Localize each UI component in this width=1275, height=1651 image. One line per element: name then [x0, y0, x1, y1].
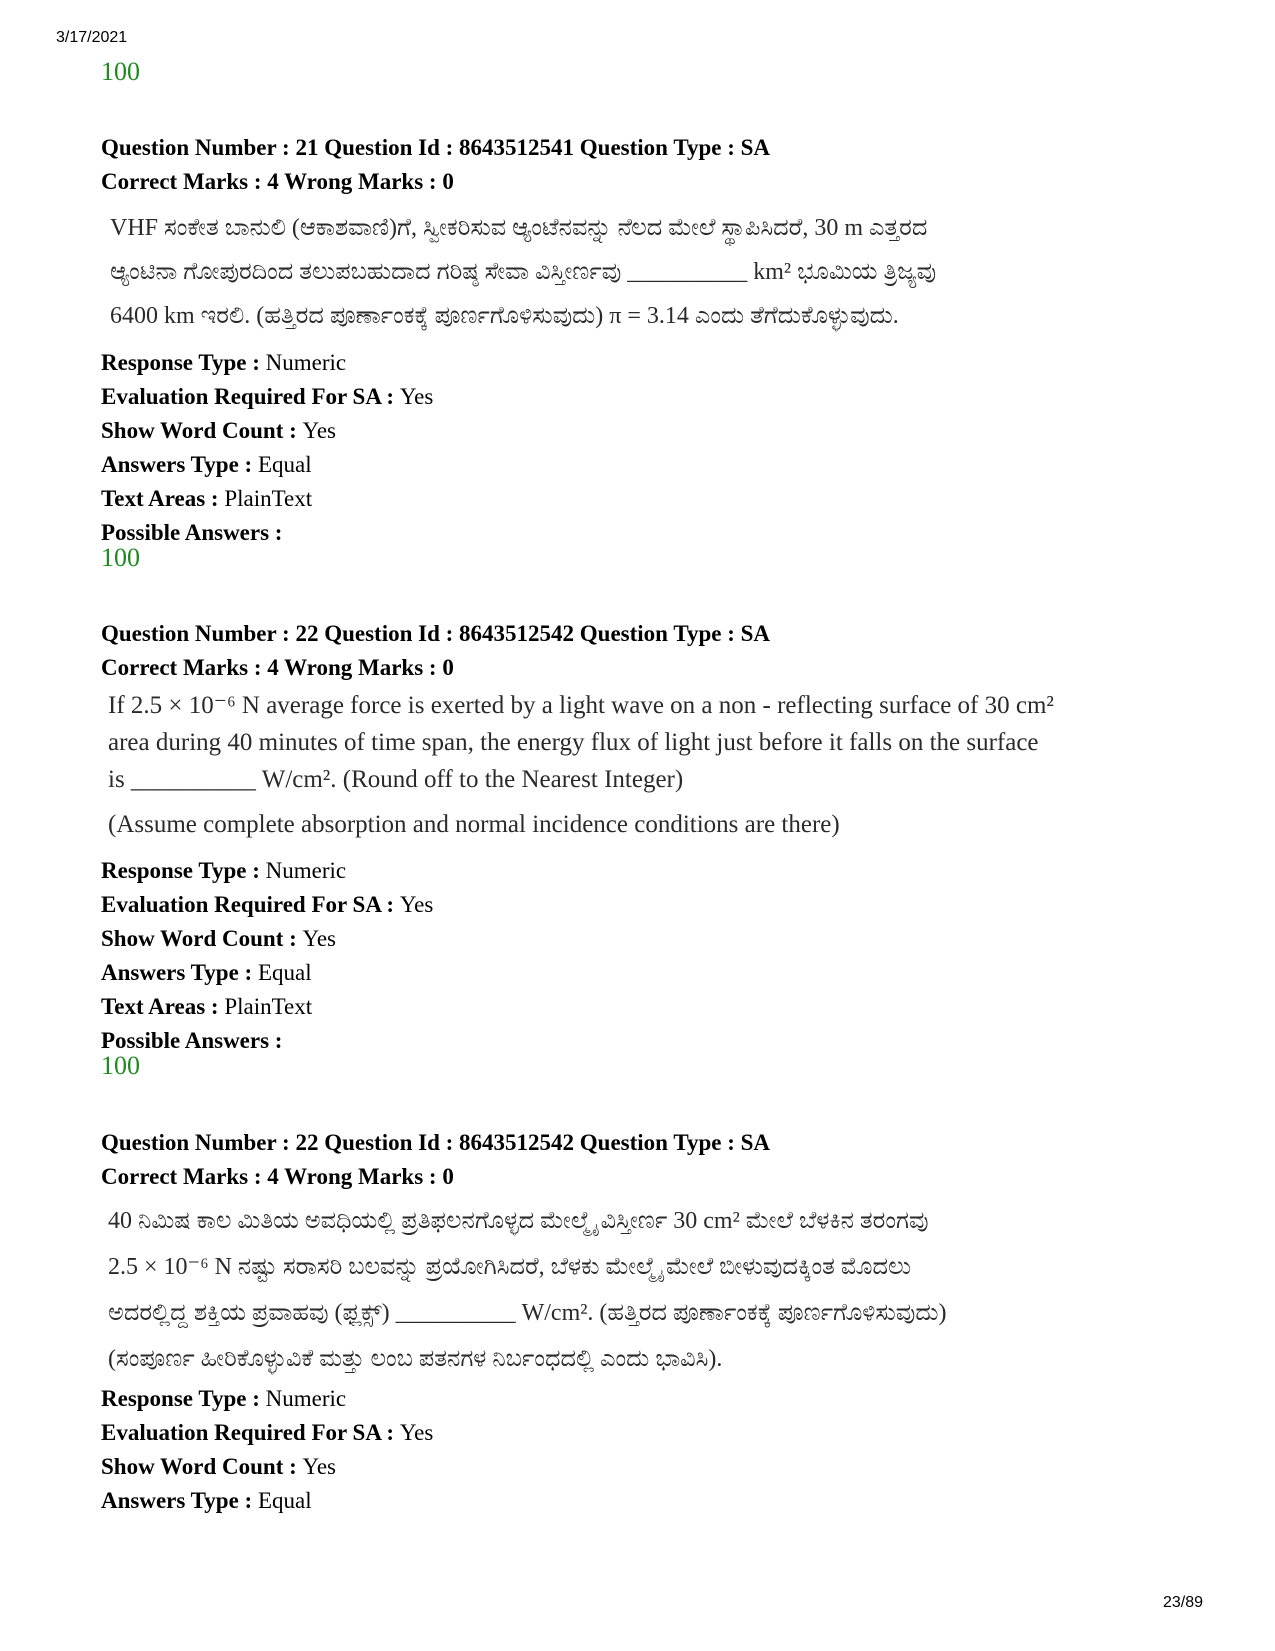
question-header [101, 131, 1221, 199]
show-word-count: Show Word Count : Yes [101, 418, 336, 443]
question-text-image [110, 206, 1230, 338]
question-text-line: 40 ನಿಮಿಷ ಕಾಲ ಮಿತಿಯ ಅವಧಿಯಲ್ಲಿ ಪ್ರತಿಫಲನಗೊಳ್ಳದ ಮೇಲ್ಮೈ ವಿಸ್ತೀರ್ಣ 30 cm² ಮೇಲೆ ಬೆಳಕಿನ ತರಂಗವು [108, 1208, 929, 1234]
text-areas: Text Areas : PlainText [101, 486, 313, 511]
answers-type: Answers Type : Equal [101, 1488, 312, 1513]
question-meta-line: Question Number : 22 Question Id : 8643512542 Question Type : SA [101, 1130, 771, 1155]
question-text-line: If 2.5 × 10⁻⁶ N average force is exerted by a light wave on a non - reflecting surface of 30 cm² [108, 692, 1054, 719]
question-details [101, 854, 1221, 1058]
possible-answer-value: 100 [101, 543, 140, 572]
question-text-image [108, 1198, 1228, 1382]
marks-line: Correct Marks : 4 Wrong Marks : 0 [101, 169, 454, 194]
question-text-line: area during 40 minutes of time span, the energy flux of light just before it falls on the surface [108, 729, 1039, 756]
question-text-line: (Assume complete absorption and normal incidence conditions are there) [108, 811, 840, 838]
question-text-line: ಆ್ಯಂಟಿನಾ ಗೋಪುರದಿಂದ ತಲುಪಬಹುದಾದ ಗರಿಷ್ಠ ಸೇವಾ ವಿಸ್ತೀರ್ಣವು __________ km² ಭೂಮಿಯ ತ್ರಿಜ್ಯವು [110, 259, 937, 285]
text-areas: Text Areas : PlainText [101, 994, 313, 1019]
show-word-count: Show Word Count : Yes [101, 926, 336, 951]
question-meta-line: Question Number : 21 Question Id : 8643512541 Question Type : SA [101, 135, 771, 160]
question-details [101, 1382, 1221, 1518]
question-text-line: VHF ಸಂಕೇತ ಬಾನುಲಿ (ಆಕಾಶವಾಣಿ)ಗೆ, ಸ್ವೀಕರಿಸುವ ಆ್ಯಂಟೆನವನ್ನು ನೆಲದ ಮೇಲೆ ಸ್ಥಾಪಿಸಿದರೆ, 30 m ಎತ್ತರದ [110, 215, 928, 241]
response-type: Response Type : Numeric [101, 1386, 347, 1411]
answers-type: Answers Type : Equal [101, 452, 312, 477]
question-text-line: (ಸಂಪೂರ್ಣ ಹೀರಿಕೊಳ್ಳುವಿಕೆ ಮತ್ತು ಲಂಬ ಪತನಗಳ ನಿರ್ಬಂಧದಲ್ಲಿ ಎಂದು ಭಾವಿಸಿ). [108, 1346, 723, 1372]
page-number: 23/89 [1163, 1594, 1204, 1611]
question-text-line: 2.5 × 10⁻⁶ N ನಷ್ಟು ಸರಾಸರಿ ಬಲವನ್ನು ಪ್ರಯೋಗಿಸಿದರೆ, ಬೆಳಕು ಮೇಲ್ಮೈ ಮೇಲೆ ಬೀಳುವುದಕ್ಕಿಂತ ಮೊದಲು [108, 1254, 912, 1280]
evaluation-required: Evaluation Required For SA : Yes [101, 384, 434, 409]
marks-line: Correct Marks : 4 Wrong Marks : 0 [101, 655, 454, 680]
response-type: Response Type : Numeric [101, 350, 347, 375]
evaluation-required: Evaluation Required For SA : Yes [101, 892, 434, 917]
question-header [101, 617, 1221, 685]
question-header [101, 1126, 1221, 1194]
possible-answers-label: Possible Answers : [101, 520, 283, 545]
print-date: 3/17/2021 [56, 29, 128, 46]
evaluation-required: Evaluation Required For SA : Yes [101, 1420, 434, 1445]
show-word-count: Show Word Count : Yes [101, 1454, 336, 1479]
marks-line: Correct Marks : 4 Wrong Marks : 0 [101, 1164, 454, 1189]
answers-type: Answers Type : Equal [101, 960, 312, 985]
possible-answers-label: Possible Answers : [101, 1028, 283, 1053]
response-type: Response Type : Numeric [101, 858, 347, 883]
question-text-line: ಅದರಲ್ಲಿದ್ದ ಶಕ್ತಿಯ ಪ್ರವಾಹವು (ಫ್ಲಕ್ಸ್) __________ W/cm². (ಹತ್ತಿರದ ಪೂರ್ಣಾಂಕಕ್ಕೆ ಪೂರ್ಣಗೊಳಿಸುವುದು) [108, 1300, 947, 1326]
question-text-line: 6400 km ಇರಲಿ. (ಹತ್ತಿರದ ಪೂರ್ಣಾಂಕಕ್ಕೆ ಪೂರ್ಣಗೊಳಿಸುವುದು) π = 3.14 ಎಂದು ತೆಗೆದುಕೊಳ್ಳುವುದು. [110, 303, 899, 329]
question-meta-line: Question Number : 22 Question Id : 8643512542 Question Type : SA [101, 621, 771, 646]
possible-answer-value: 100 [101, 57, 140, 86]
question-text-line: is __________ W/cm². (Round off to the Nearest Integer) [108, 766, 684, 793]
question-details [101, 346, 1221, 550]
possible-answer-value: 100 [101, 1051, 140, 1080]
